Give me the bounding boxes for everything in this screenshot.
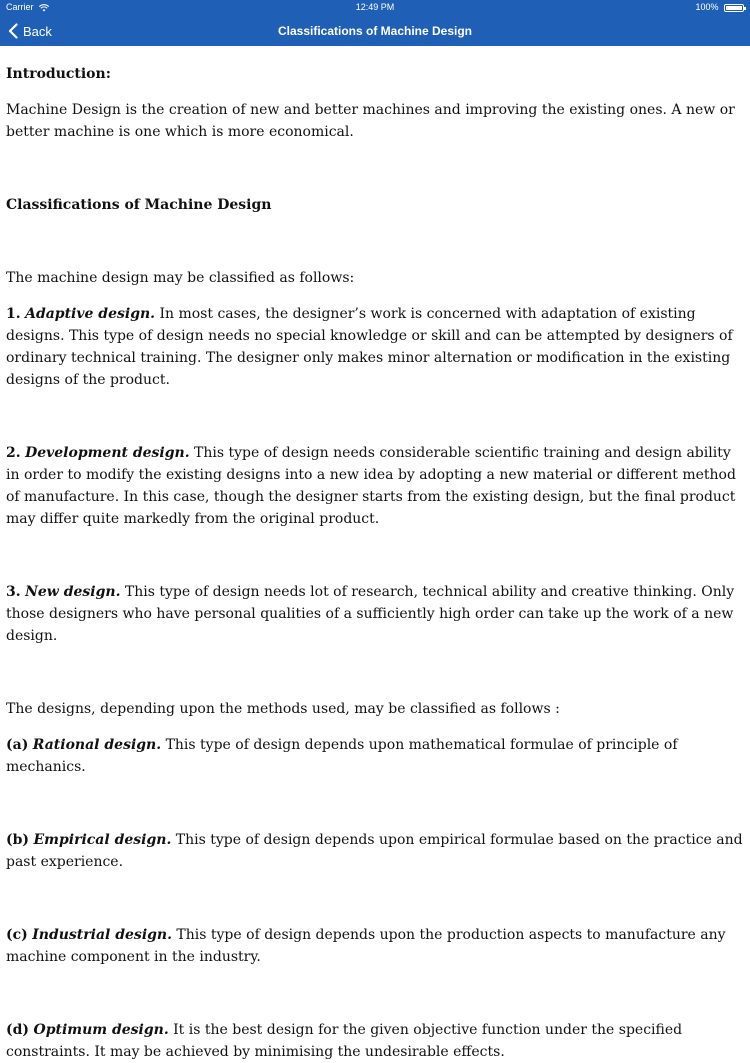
carrier-label: Carrier [6,2,34,12]
item-number: 2. [6,445,21,461]
item-number: (c) [6,927,28,943]
item-term: Industrial design. [32,927,172,943]
item-number: (d) [6,1022,30,1038]
section-heading: Classifications of Machine Design [6,197,272,213]
battery-icon [724,4,744,12]
item-term: New design. [25,584,121,600]
list-item-new [6,581,744,647]
classified-intro: The machine design may be classified as follows: [6,270,355,286]
intro-text: Machine Design is the creation of new and better machines and improving the existing ones. A new or better machine is one which is more economical. [6,102,735,140]
page-title: Classifications of Machine Design [277,24,473,38]
battery-label: 100% [695,2,719,12]
item-number: (a) [6,737,29,753]
item-text: In most cases, the designer’s work is concerned with adaptation of existing designs. This type of design needs no special knowledge or skill and can be attempted by designers of ordinary technical training. The designer only makes minor alternation or modification in the existing designs of the product. [6,306,733,388]
back-label: Back [23,23,52,39]
item-text: This type of design depends upon the production aspects to manufacture any machine component in the industry. [6,927,726,965]
item-term: Rational design. [32,737,162,753]
item-term: Empirical design. [33,832,172,848]
status-battery [695,2,744,12]
item-number: 3. [6,584,21,600]
methods-intro: The designs, depending upon the methods used, may be classified as follows : [6,701,560,717]
status-time: 12:49 PM [355,2,395,12]
list-item-industrial [6,924,744,968]
list-item-development [6,442,744,530]
navigation-bar [0,16,750,46]
item-number: (b) [6,832,30,848]
list-item-rational [6,734,744,778]
item-term: Development design. [25,445,190,461]
list-item-empirical [6,829,744,873]
item-term: Adaptive design. [25,306,156,322]
item-term: Optimum design. [33,1022,169,1038]
intro-heading: Introduction: [6,66,111,82]
item-text: This type of design needs considerable scientific training and design ability in order to modify the existing designs into a new idea by adopting a new material or different method of manufacture. In this case, though the designer starts from the existing design, but the final product may differ quite markedly from the original product. [6,445,736,527]
item-text: This type of design depends upon mathematical formulae of principle of mechanics. [6,737,678,775]
list-item-optimum [6,1019,744,1063]
list-item-adaptive [6,303,744,391]
item-text: It is the best design for the given objective function under the specified constraints. It may be achieved by minimising the undesirable effects. [6,1022,683,1060]
item-number: 1. [6,306,21,322]
item-text: This type of design needs lot of research, technical ability and creative thinking. Only those designers who have personal qualities of a sufficiently high order can take up the work of a new design. [6,584,735,644]
article-content [6,63,744,1063]
status-bar [0,0,750,16]
item-text: This type of design depends upon empirical formulae based on the practice and past experience. [6,832,743,870]
